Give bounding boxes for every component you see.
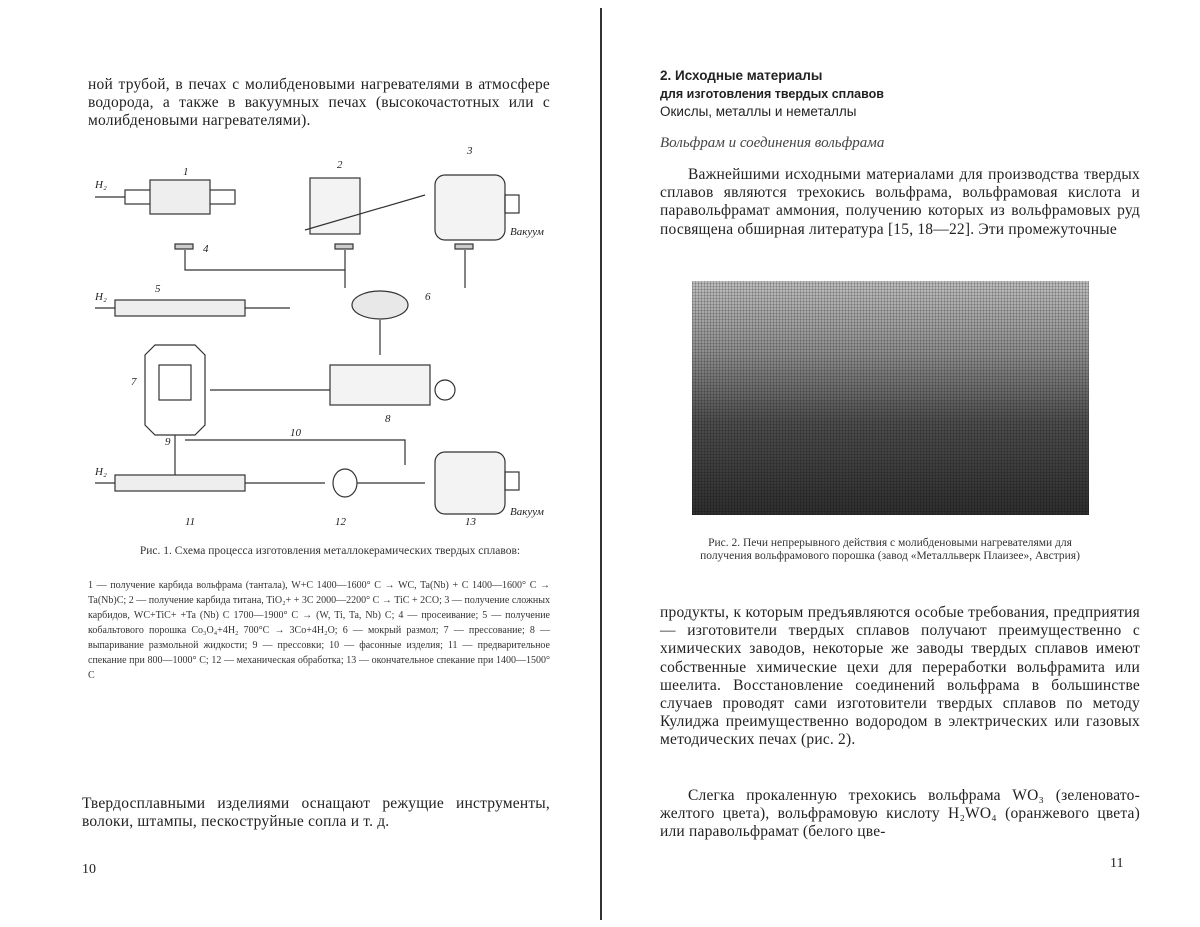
closing-paragraph: Твердосплавными изделиями оснащают режущие инструменты, волоки, штампы, пескоструйные сопла и т. д. <box>82 795 550 831</box>
paragraph-2: продукты, к которым предъявляются особые требования, предприятия — изготовители твердых сплавов получают преимущественно с химических заводов, некоторые же заводы твердых сплавов имеют собственные химические цехи для переработки вольфрамита или шеелита. Восстановление соединений вольфрама в большинстве случаев проводят сами изготовители твердых сплавов по методу Кулиджа преимущественно водородом в электрических или газовых методических печах (рис. 2). <box>660 604 1140 749</box>
fig-num-8: 8 <box>385 413 391 425</box>
figure-2-caption: Рис. 2. Печи непрерывного действия с молибденовыми нагревателями для получения вольфрамового порошка (завод «Металльверк Плаизее», Австрия) <box>700 537 1080 562</box>
fig-num-9: 9 <box>165 436 171 448</box>
fig-num-4: 4 <box>203 243 209 255</box>
right-page <box>600 0 1200 927</box>
h2-label-2: H₂ <box>95 291 107 303</box>
furnace-photo <box>692 281 1089 515</box>
h2-label-3: H₂ <box>95 466 107 478</box>
vacuum-label-1: Вакуум <box>510 226 544 238</box>
fig-num-5: 5 <box>155 283 161 295</box>
h2-label-1: H₂ <box>95 179 107 191</box>
page-number-left: 10 <box>82 862 96 877</box>
fig-num-1: 1 <box>183 166 189 178</box>
vacuum-label-2: Вакуум <box>510 506 544 518</box>
section-title: 2. Исходные материалы <box>660 68 823 83</box>
fig-num-3: 3 <box>467 145 473 157</box>
subsection-title: Окислы, металлы и неметаллы <box>660 104 857 119</box>
intro-paragraph: ной трубой, в печах с молибденовыми нагревателями в атмосфере водорода, а также в вакуумных печах (высокочастотных или с молибденовыми нагревателями). <box>88 76 550 130</box>
fig-num-7: 7 <box>131 376 137 388</box>
page-number-right: 11 <box>1110 856 1124 871</box>
italic-heading: Вольфрам и соединения вольфрама <box>660 135 885 151</box>
process-diagram <box>95 140 555 540</box>
fig-num-2: 2 <box>337 159 343 171</box>
fig-num-6: 6 <box>425 291 431 303</box>
figure-1-legend: 1 — получение карбида вольфрама (тантала), W+C 1400—1600° C → WC, Ta(Nb) + C 1400—1600° C → Ta(Nb)C; 2 — получение карбида титана, TiO₂+ + 3C 2000—2200° C → TiC + 2CO; 3 — получение сложных карбидов, WC+TiC+ +Ta (Nb) C 1700—1900° C → (W, Ti, Ta, Nb) C; 4 — просеивание; 5 — получение кобальтового порошка Co₃O₄+4H₂ 700°C → 3Co+4H₂O; 6 — мокрый размол; 7 — прессование; 8 — выпаривание размольной жидкости; 9 — прессовки; 10 — фасонные изделия; 11 — предварительное спекание при 800—1000° C; 12 — механическая обработка; 13 — окончательное спекание при 1400—1500° C <box>88 580 550 681</box>
paragraph-3: Слегка прокаленную трехокись вольфрама WO₃ (зеленовато-желтого цвета), вольфрамовую кислоту H₂WO₄ (оранжевого цвета) или паравольфрамат (белого цве- <box>660 787 1140 841</box>
fig-num-10: 10 <box>290 427 301 439</box>
fig-num-12: 12 <box>335 516 346 528</box>
figure-1-caption: Рис. 1. Схема процесса изготовления металлокерамических твердых сплавов: <box>139 545 521 557</box>
fig-num-11: 11 <box>185 516 196 528</box>
paragraph-1: Важнейшими исходными материалами для производства твердых сплавов являются трехокись вольфрама, вольфрамовая кислота и паравольфрамат аммония, получению которых из вольфрамовых руд посвящена обширная литература [15, 18—22]. Эти промежуточные <box>660 166 1140 238</box>
fig-num-13: 13 <box>465 516 476 528</box>
section-title-line2: для изготовления твердых сплавов <box>660 87 884 101</box>
